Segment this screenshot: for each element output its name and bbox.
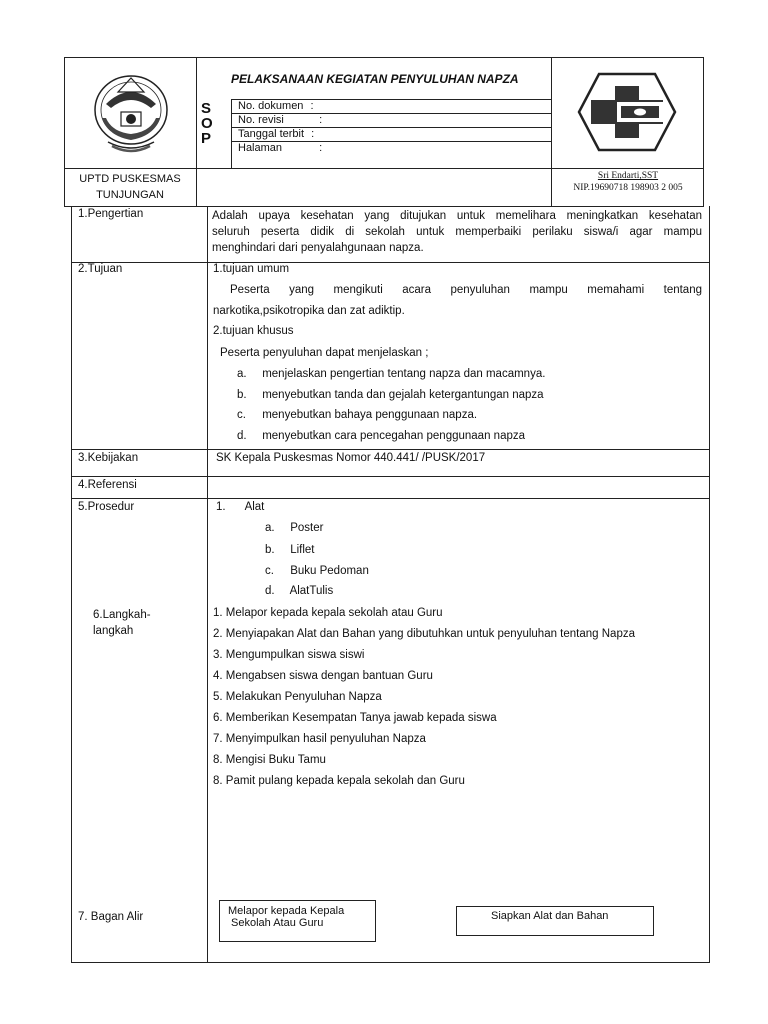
item-marker: c. [237,409,246,421]
header-top-border [64,57,704,58]
tujuan-umum-line-1: Peserta yang mengikuti acara penyuluhan mampu memahami tentang [230,284,702,296]
langkah-step: 2. Menyiapakan Alat dan Bahan yang dibutuhkan untuk penyuluhan tentang Napza [213,628,635,640]
flowchart-box-siapkan [456,906,654,936]
label-langkah [93,607,151,639]
item-text: menyebutkan cara pencegahan penggunaan napza [262,430,526,442]
item-text: menjelaskan pengertian tentang napza dan macamnya. [262,368,546,380]
row-divider-prosedur [71,498,710,499]
pengertian-line-2: seluruh peserta didik di sekolah untuk memperbaiki perilaku siswa/i agar mampu [212,226,702,238]
meta-sep: : [319,114,323,126]
prosedur-item [265,585,333,597]
item-marker: b. [237,389,247,401]
header-bottom-border [64,206,704,207]
langkah-step: 7. Menyimpulkan hasil penyuluhan Napza [213,733,426,745]
meta-page [238,142,322,154]
pengertian-line-3: menghindari dari penyalahgunaan napza. [212,242,424,254]
langkah-step: 8. Pamit pulang kepada kepala sekolah dan Guru [213,775,465,787]
meta-sep: : [310,100,314,112]
org-line-2: TUNJUNGAN [96,189,164,201]
signer-block [552,170,704,194]
item-text: menyebutkan bahaya penggunaan napza. [262,409,478,421]
label-langkah-line-1: 6.Langkah- [93,609,151,621]
org-name [64,171,196,203]
org-line-1: UPTD PUSKESMAS [79,173,181,185]
tujuan-umum-line-2: narkotika,psikotropika dan zat adiktip. [213,305,405,317]
meta-label: Tanggal terbit [238,128,305,140]
header-row-divider [64,168,704,169]
item-text: Poster [290,522,324,534]
row-divider-tujuan [71,262,710,263]
item-text: Liflet [290,544,315,556]
tujuan-khusus-heading: 2.tujuan khusus [213,325,294,337]
langkah-step: 4. Mengabsen siswa dengan bantuan Guru [213,670,433,682]
row-divider-kebijakan [71,449,710,450]
label-prosedur: 5.Prosedur [78,501,135,513]
signer-nip: NIP.19690718 198903 2 005 [573,183,683,193]
label-bagan-alir: 7. Bagan Alir [78,911,144,923]
table-left-border [71,206,72,962]
sop-letter-p: P [201,130,212,147]
pengertian-line-1: Adalah upaya kesehatan yang ditujukan untuk memelihara meningkatkan kesehatan [212,210,702,222]
flowchart-box-line-2: Sekolah Atau Guru [231,917,324,929]
tujuan-khusus-item [237,389,544,401]
meta-label: No. revisi [238,114,284,126]
tujuan-khusus-item [237,368,545,380]
prosedur-item [265,565,369,577]
item-marker: a. [237,368,247,380]
item-marker: d. [237,430,247,442]
tujuan-umum-heading: 1.tujuan umum [213,263,290,275]
table-column-divider [207,206,208,962]
item-text: AlatTulis [289,585,334,597]
label-referensi: 4.Referensi [78,479,137,491]
sop-title: PELAKSANAAN KEGIATAN PENYULUHAN NAPZA [231,72,519,86]
label-pengertian: 1.Pengertian [78,208,144,220]
header-divider-left [196,57,197,206]
tujuan-khusus-item [237,430,525,442]
signer-name: Sri Endarti,SST [597,171,659,181]
item-marker: a. [265,522,275,534]
flowchart-box-melapor [219,900,376,942]
meta-sep: : [311,128,315,140]
flowchart-box-text: Siapkan Alat dan Bahan [491,910,609,922]
langkah-step: 6. Memberikan Kesempatan Tanya jawab kepada siswa [213,712,497,724]
table-right-border [709,206,710,962]
regional-emblem-logo [88,70,174,158]
sop-letter-s: S [201,100,212,117]
kebijakan-text: SK Kepala Puskesmas Nomor 440.441/ /PUSK/2017 [216,452,486,464]
tujuan-khusus-item [237,409,477,421]
meta-label: No. dokumen [238,100,304,112]
langkah-step: 5. Melakukan Penyuluhan Napza [213,691,382,703]
prosedur-heading [216,501,264,513]
sop-letters [201,101,221,146]
pengertian-text [212,208,702,256]
prosedur-item [265,522,323,534]
label-langkah-line-2: langkah [93,625,134,637]
heading-text: Alat [244,501,265,513]
table-bottom-border [71,962,710,963]
puskesmas-logo [577,72,677,152]
sop-letter-o: O [201,115,213,132]
label-tujuan: 2.Tujuan [78,263,123,275]
meta-issue-date [238,128,314,140]
item-text: menyebutkan tanda dan gejalah ketergantungan napza [262,389,544,401]
langkah-step: 3. Mengumpulkan siswa siswi [213,649,365,661]
item-marker: b. [265,544,275,556]
prosedur-item [265,544,315,556]
heading-marker: 1. [216,501,226,513]
meta-revision [238,114,322,126]
langkah-step: 1. Melapor kepada kepala sekolah atau Guru [213,607,443,619]
meta-doc-number [238,100,314,112]
meta-sep: : [319,142,323,154]
item-marker: d. [265,585,275,597]
item-marker: c. [265,565,274,577]
meta-label: Halaman [238,142,283,154]
label-kebijakan: 3.Kebijakan [78,452,139,464]
flowchart-box-line-1: Melapor kepada Kepala [228,905,345,917]
row-divider-referensi [71,476,710,477]
tujuan-khusus-intro: Peserta penyuluhan dapat menjelaskan ; [220,347,429,359]
langkah-step: 8. Mengisi Buku Tamu [213,754,326,766]
item-text: Buku Pedoman [290,565,369,577]
sop-divider [231,99,232,168]
